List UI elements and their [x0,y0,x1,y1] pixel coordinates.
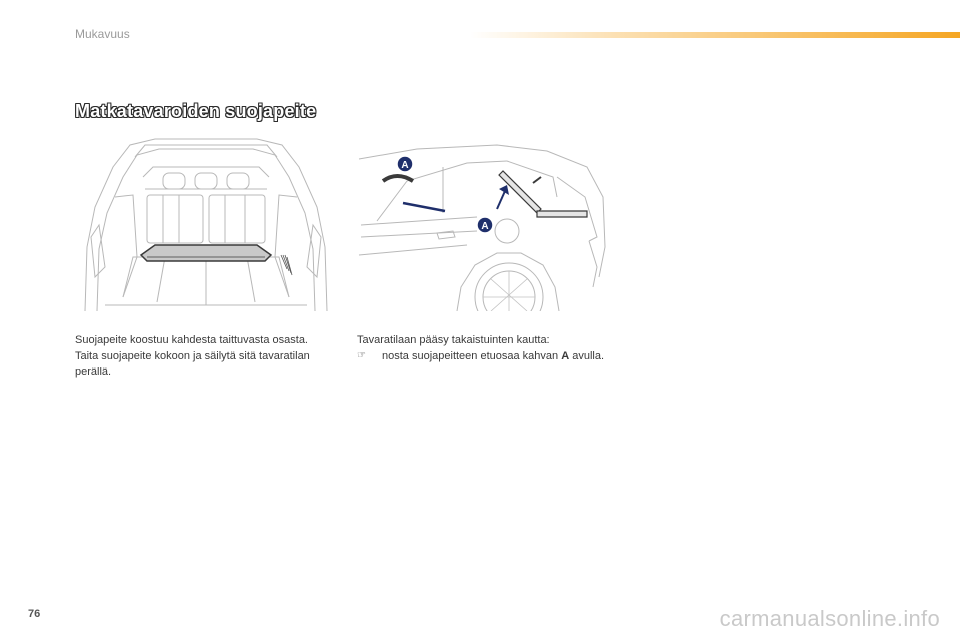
side-view-illustration [357,137,615,311]
header-accent-bar [470,32,960,38]
handle-label: A [561,350,570,362]
left-text-column [75,332,315,380]
instruction-text-start: nosta suojapeitteen etuosaa kahvan [382,350,562,362]
handle-a-marker-top [397,156,413,172]
access-intro: Tavaratilaan pääsy takaistuinten kautta: [357,334,550,346]
svg-text:A: A [401,160,409,171]
cover-storage-note: Taita suojapeite kokoon ja säilytä sitä tavaratilan perällä. [75,350,310,378]
instruction-text-end: avulla. [569,350,605,362]
handle-a-marker-bottom [477,217,493,233]
instruction-bullet [357,348,617,364]
watermark: carmanualsonline.info [719,606,940,631]
page-number: 76 [28,608,41,620]
section-label: Mukavuus [75,27,130,41]
bullet-icon: ☞ [357,350,366,361]
right-text-column [357,332,617,364]
trunk-interior-illustration [75,137,337,311]
instruction-text [382,348,604,364]
svg-text:A: A [481,221,489,232]
page-title: Matkatavaroiden suojapeite [75,101,317,121]
cover-description: Suojapeite koostuu kahdesta taittuvasta osasta. [75,334,308,346]
